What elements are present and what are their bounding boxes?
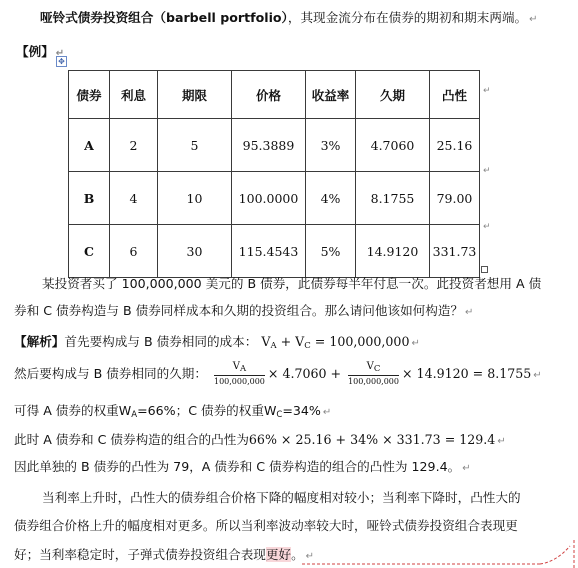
weights-p3: =34%: [282, 403, 321, 418]
cell-duration: 8.1755: [356, 172, 430, 225]
row-end-mark: ↵: [483, 86, 491, 96]
frac-a-den: 100,000,000: [213, 377, 265, 386]
cell-coupon: 4: [110, 172, 158, 225]
cell-yield: 3%: [306, 119, 356, 172]
duration-mid-2: × 14.9120 = 8.1755: [402, 366, 532, 381]
row-end-mark: ↵: [483, 222, 491, 232]
cost-eq-plus: + V: [276, 334, 305, 349]
table-resize-handle[interactable]: [481, 266, 488, 273]
change-connector: [540, 546, 570, 564]
cost-eq-sub-a: A: [270, 341, 277, 351]
paragraph-mark: ↵: [411, 338, 420, 349]
analysis-cost-line: [14, 334, 420, 354]
row-end-mark: ↵: [483, 166, 491, 176]
cell-convexity: 79.00: [430, 172, 480, 225]
paragraph-mark: ↵: [322, 407, 332, 418]
weights-sub-c: C: [276, 410, 283, 420]
weights-sub-a: A: [131, 410, 138, 420]
cell-code: C: [69, 225, 110, 278]
cell-convexity: 331.73: [430, 225, 480, 278]
paragraph-mark: ↵: [533, 370, 542, 381]
conclusion-line-3a: 好；当利率稳定时，子弹式债券投资组合表现: [14, 547, 266, 562]
question-line-2-text: 券和 C 债券构造与 B 债券同样成本和久期的投资组合。那么请问他该如何构造？: [14, 303, 464, 318]
bond-table: [68, 70, 480, 278]
cell-coupon: 6: [110, 225, 158, 278]
table-row: [69, 172, 480, 225]
convexity-line: [14, 432, 506, 450]
table-header-row: [69, 71, 480, 119]
cell-duration: 4.7060: [356, 119, 430, 172]
header-bond: 债券: [69, 71, 110, 119]
duration-mid-1: × 4.7060 +: [267, 366, 342, 381]
tracked-change-lines: [300, 540, 578, 568]
cost-eq-sub-c: C: [304, 341, 311, 351]
cost-equation: [261, 334, 409, 349]
frac-a-num-sub: A: [239, 364, 247, 374]
cell-term: 30: [158, 225, 232, 278]
cost-eq-tail: = 100,000,000: [310, 334, 410, 349]
table-move-handle[interactable]: ✥: [56, 56, 67, 67]
conclusion-line-3c: 。: [291, 547, 304, 562]
frac-c-num: V: [366, 361, 374, 372]
intro-rest: ，其现金流分布在债券的期初和期末两端。: [287, 10, 528, 25]
analysis-cost-text: 首先要构成与 B 债券相同的成本：: [64, 334, 258, 349]
question-line-1: 某投资者买了 100,000,000 美元的 B 债券，此债券每半年付息一次。此投资者想用 A 债: [42, 276, 542, 291]
analysis-duration-line: [14, 362, 542, 387]
convexity-equation: 66% × 25.16 + 34% × 331.73 = 129.4: [248, 432, 496, 447]
conclusion-line-2: 债券组合价格上升的幅度相对更多。所以当利率波动率较大时，哑铃式债券投资组合表现更: [14, 518, 518, 533]
cell-term: 5: [158, 119, 232, 172]
paragraph-mark: ↵: [462, 463, 471, 474]
frac-c-den: 100,000,000: [348, 377, 399, 386]
compare-text: 因此单独的 B 债券的凸性为 79，A 债券和 C 债券构造的组合的凸性为 129.4。: [14, 459, 461, 474]
duration-text: 然后要构成与 B 债券相同的久期：: [14, 366, 207, 381]
example-label-text: 【例】: [16, 44, 54, 59]
question-line-2: [14, 303, 473, 321]
header-yield: 收益率: [306, 71, 356, 119]
fraction-c: [348, 362, 399, 387]
cell-duration: 14.9120: [356, 225, 430, 278]
header-duration: 久期: [356, 71, 430, 119]
weights-p2: =66%；C 债券的权重W: [137, 403, 277, 418]
conclusion-line-3: [14, 547, 314, 565]
cell-code: A: [69, 119, 110, 172]
conclusion-line-1: 当利率上升时，凸性大的债券组合价格下降的幅度相对较小；当利率下降时，凸性大的: [42, 490, 521, 505]
paragraph-mark: ↵: [465, 307, 474, 318]
weights-line: [14, 403, 331, 423]
header-coupon: 利息: [110, 71, 158, 119]
frac-c-num-sub: C: [373, 364, 381, 374]
paragraph-mark: ↵: [497, 436, 506, 447]
table-row: [69, 119, 480, 172]
cell-code: B: [69, 172, 110, 225]
header-convexity: 凸性: [430, 71, 480, 119]
analysis-label: 【解析】: [14, 334, 65, 349]
table-row: [69, 225, 480, 278]
intro-paragraph: [40, 10, 538, 28]
header-price: 价格: [232, 71, 306, 119]
fraction-a: [214, 362, 265, 387]
header-term: 期限: [158, 71, 232, 119]
frac-a-num: V: [232, 361, 240, 372]
intro-term: 哑铃式债券投资组合（barbell portfolio）: [40, 10, 288, 25]
weights-p1: 可得 A 债券的权重W: [14, 403, 132, 418]
cost-eq-v: V: [261, 334, 271, 349]
cell-term: 10: [158, 172, 232, 225]
cell-price: 100.0000: [232, 172, 306, 225]
cell-price: 115.4543: [232, 225, 306, 278]
cell-price: 95.3889: [232, 119, 306, 172]
paragraph-mark: ↵: [529, 14, 538, 25]
cell-yield: 5%: [306, 225, 356, 278]
cell-coupon: 2: [110, 119, 158, 172]
paragraph-mark: ↵: [305, 551, 315, 562]
highlighted-text[interactable]: 更好: [265, 547, 292, 562]
cell-convexity: 25.16: [430, 119, 480, 172]
paragraph-mark: ↵: [55, 48, 65, 59]
convexity-text: 此时 A 债券和 C 债券构造的组合的凸性为: [14, 432, 249, 447]
compare-line: [14, 459, 471, 477]
cell-yield: 4%: [306, 172, 356, 225]
